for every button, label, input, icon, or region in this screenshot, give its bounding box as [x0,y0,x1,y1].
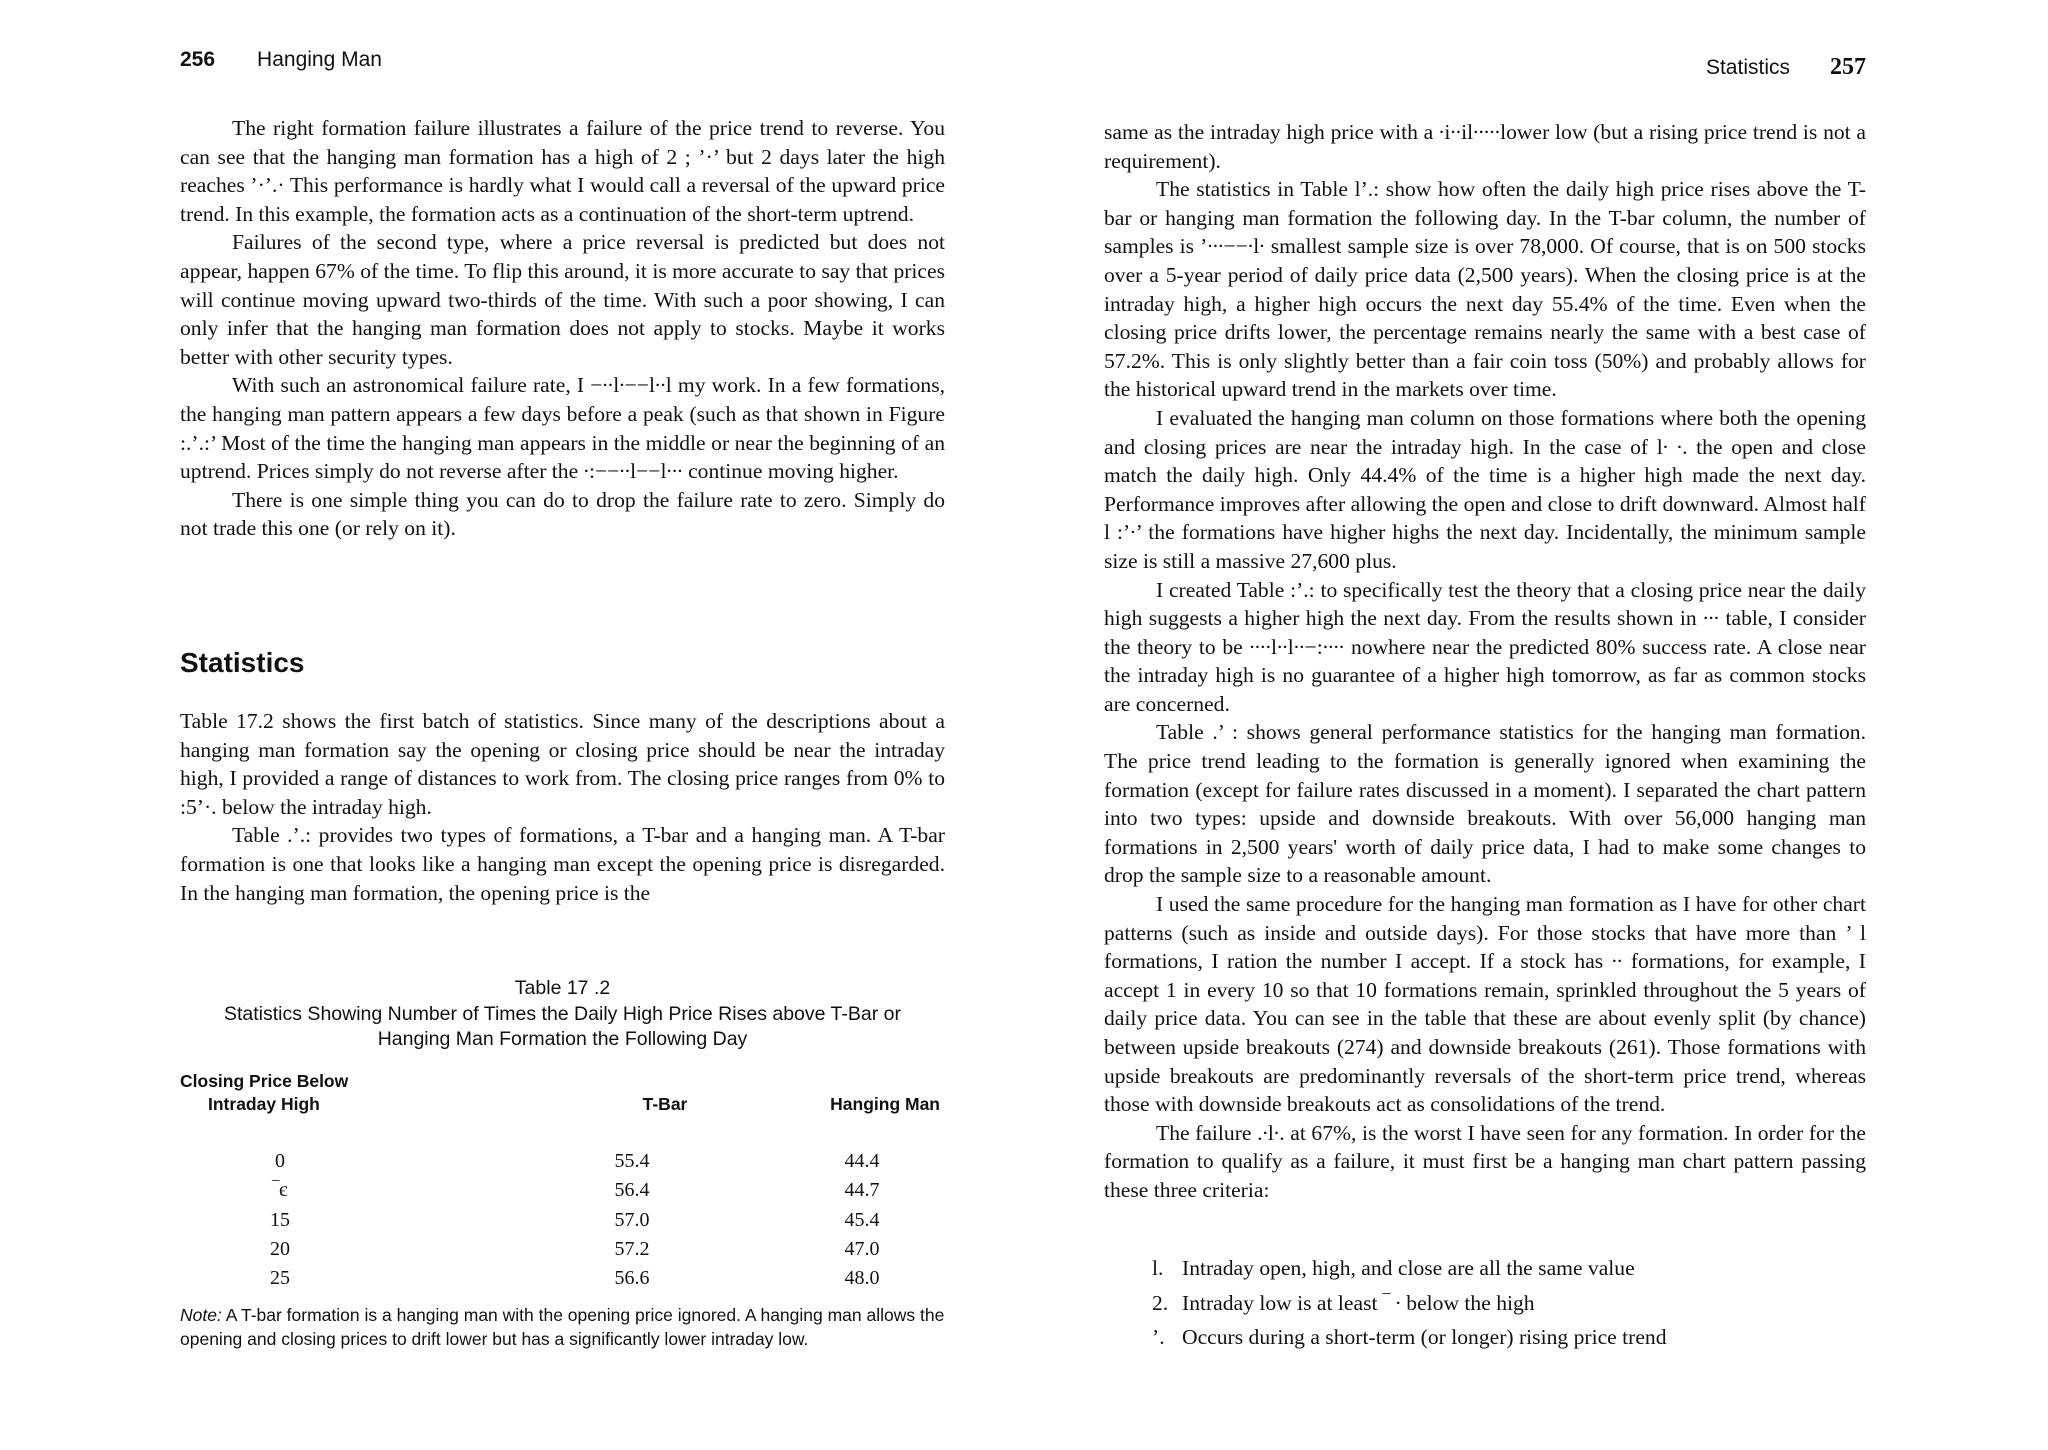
right-body-text [1104,118,1866,1205]
right-page [1104,0,1866,1450]
left-page [180,0,945,1450]
paragraph: With such an astronomical failure rate, I −∙∙l∙−−l∙∙l my work. In a few formations, the hanging man pattern appears a few days before a peak (such as that shown in Figure :.’.:’ Most of the time the hanging man appears in the middle or near the beginning of an uptrend. Prices simply do not reverse after the ∙:−−∙∙l−−l∙∙∙ continue moving higher. [180,373,945,484]
criteria-list [1152,1256,1852,1360]
paragraph: Table 17.2 shows the first batch of statistics. Since many of the descriptions about a hanging man formation say the opening or closing price should be near the intraday high, I provided a range of distances to work from. The closing price ranges from 0% to :5’·. below the intraday high. [180,709,945,819]
table-cell: 25 [270,1267,290,1290]
paragraph: The failure .∙l∙. at 67%, is the worst I have seen for any formation. In order for the formation to qualify as a failure, it must first be a hanging man chart pattern passing these three criteria: [1104,1120,1866,1202]
table-note-text: A T-bar formation is a hanging man with the opening price ignored. A hanging man allows the opening and closing prices to drift lower but has a significantly lower intraday low. [180,1305,945,1349]
right-page-header [1706,54,1866,81]
table-cell: 47.0 [844,1237,880,1260]
paragraph: I evaluated the hanging man column on those formations where both the opening and closing prices are near the intraday high. In the case of l∙ ∙. the open and close match the daily high. Only 44.4% of the time is a higher high made the next day. Performance improves after allowing the open and close to drift downward. Almost half l :’∙’ the formations have higher highs the next day. Incidentally, the minimum sample size is still a massive 27,600 plus. [1104,405,1866,573]
section-body-text [180,707,945,907]
table-cell: 44.7 [844,1179,880,1202]
table-cell: 55.4 [614,1150,650,1172]
running-title: Statistics [1705,56,1790,79]
page-number: 257 [1830,54,1866,80]
table-note-label: Note: [180,1305,222,1325]
table-cell: 44.4 [844,1150,880,1172]
running-title: Hanging Man [257,48,382,71]
paragraph: Failures of the second type, where a price reversal is predicted but does not appear, happen 67% of the time. To flip this around, it is more accurate to say that prices will continue moving upward two-thirds of the time. With such a poor showing, I can only infer that the hanging man formation does not apply to stocks. Maybe it works better with other security types. [180,230,945,369]
paragraph: There is one simple thing you can do to drop the failure rate to zero. Simply do not trade this one (or rely on it). [180,487,945,541]
paragraph: Table .’ : shows general performance statistics for the hanging man formation. The price trend leading to the formation is generally ignored when examining the formation (except for failure rates discussed in a moment). I separated the chart pattern into two types: upside and downside breakouts. With over 56,000 hanging man formations in 2,500 years' worth of daily price data, I had to make some changes to drop the sample size to a reasonable amount. [1104,720,1866,888]
column-header-closing-price [180,1070,380,1116]
list-item [1152,1325,1852,1360]
table-cell: 57.2 [614,1237,650,1260]
table-row [180,1267,945,1296]
list-item-number: 2. [1152,1290,1169,1315]
column-header-t-bar: T-Bar [642,1094,688,1114]
left-body-text [180,114,945,543]
column-header-hanging-man: Hanging Man [830,1094,940,1114]
table-note [180,1303,945,1351]
left-page-header [180,48,382,72]
table-cell: 56.4 [614,1179,650,1202]
table-cell: ‾є [272,1179,288,1202]
table-row [180,1150,945,1179]
list-item-number: l. [1152,1256,1164,1280]
table-row [180,1209,945,1238]
table-label: Table 17 .2 [514,977,611,999]
list-item-number: ’. [1152,1325,1165,1349]
table-cell: 15 [270,1208,290,1231]
page-number: 256 [180,48,216,71]
paragraph: I used the same procedure for the hanging man formation as I have for other chart patterns (such as inside and outside days). For those stocks that have more than ’ l formations, I ration the number I accept. If a stock has ∙∙ formations, for example, I accept 1 in every 10 so that 10 formations remain, sprinkled throughout the 5 years of daily price data. You can see in the table that these are about evenly split (by chance) between upside breakouts (274) and downside breakouts (261). Those formations with upside breakouts are predominantly reversals of the short-term price trend, whereas those with downside breakouts act as consolidations of the trend. [1104,892,1866,1117]
column-header-line: Closing Price Below [180,1071,349,1091]
table-cell: 0 [275,1150,285,1172]
table-cell: 20 [270,1237,290,1260]
table-body [180,1150,945,1296]
paragraph: The statistics in Table l’.: show how often the daily high price rises above the T-bar or hanging man formation the following day. In the T-bar column, the number of samples is ’∙∙∙−−∙l∙ smallest sample size is over 78,000. Of course, that is on 500 stocks over a 5-year period of daily price data (2,500 years). When the closing price is at the intraday high, a higher high occurs the next day 55.4% of the time. Even when the closing price drifts lower, the percentage remains nearly the same with a best case of 57.2%. This is only slightly better than a fair coin toss (50%) and probably allows for the historical upward trend in the markets over time. [1104,177,1866,402]
table-row [180,1179,945,1208]
paragraph: same as the intraday high price with a ∙i∙∙il∙∙∙∙∙lower low (but a rising price trend is not a requirement). [1104,120,1866,173]
paragraph: I created Table :’.: to specifically test the theory that a closing price near the daily high suggests a higher high the next day. From the results shown in ∙∙∙ table, I consider the theory to be ∙∙∙∙l∙∙l∙∙−:∙∙∙∙ nowhere near the predicted 80% success rate. A close near the intraday high is no guarantee of a higher high tomorrow, as far as common stocks are concerned. [1104,577,1866,716]
table-cell: 45.4 [844,1208,880,1231]
table-row [180,1238,945,1267]
table-cell: 56.6 [614,1267,650,1290]
section-heading: Statistics [180,647,305,678]
paragraph: The right formation failure illustrates a failure of the price trend to reverse. You can see that the hanging man formation has a high of 2 ; ’·’ but 2 days later the high reaches ’·’.· This performance is hardly what I would call a reversal of the upward price trend. In this example, the formation acts as a continuation of the short-term uptrend. [180,116,945,226]
list-item-text: Occurs during a short-term (or longer) rising price trend [1182,1325,1667,1349]
column-header-line: Intraday High [208,1094,320,1114]
table-cell: 48.0 [844,1267,880,1290]
list-item [1152,1256,1852,1291]
list-item [1152,1291,1852,1326]
list-item-text: Intraday open, high, and close are all the same value [1182,1256,1635,1280]
paragraph: Table .’.: provides two types of formations, a T-bar and a hanging man. A T-bar formation is one that looks like a hanging man except the opening price is disregarded. In the hanging man formation, the opening price is the [180,823,945,905]
table-title: Statistics Showing Number of Times the Daily High Price Rises above T-Bar or Hanging Man Formation the Following Day [224,1002,901,1050]
table-cell: 57.0 [614,1208,650,1231]
list-item-text: Intraday low is at least ‾ ∙ below the high [1182,1290,1535,1315]
table-caption [180,976,945,1053]
